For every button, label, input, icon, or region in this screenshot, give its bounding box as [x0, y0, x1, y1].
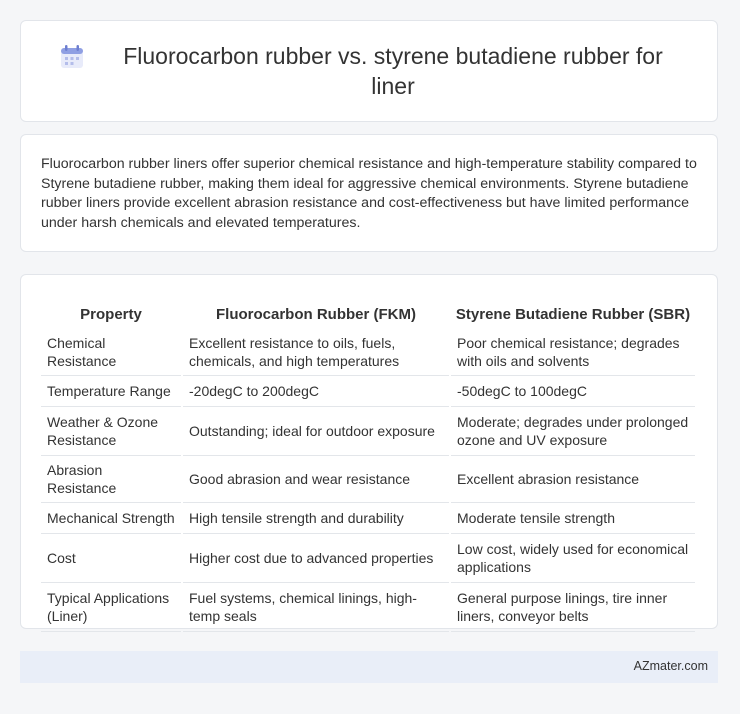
cell-property: Chemical Resistance	[41, 328, 181, 376]
title-card	[20, 20, 718, 122]
cell-fkm: -20degC to 200degC	[183, 376, 449, 407]
cell-fkm: Higher cost due to advanced properties	[183, 534, 449, 583]
footer-brand: AZmater.com	[633, 659, 708, 673]
cell-property: Abrasion Resistance	[41, 456, 181, 503]
cell-sbr: Moderate; degrades under prolonged ozone and UV exposure	[451, 407, 695, 456]
table-row	[41, 376, 695, 407]
cell-property: Cost	[41, 534, 181, 583]
cell-property: Temperature Range	[41, 376, 181, 407]
table-row	[41, 456, 695, 503]
summary-text: Fluorocarbon rubber liners offer superior chemical resistance and high-temperature stability compared to Styrene butadiene rubber, making them ideal for aggressive chemical environments. Styrene butadiene rubber liners provide excellent abrasion resistance and cost-effectiveness but have limited performance under harsh chemicals and elevated temperatures.	[41, 156, 697, 231]
cell-property: Mechanical Strength	[41, 503, 181, 534]
footer-bar	[20, 651, 718, 683]
cell-property: Typical Applications (Liner)	[41, 583, 181, 632]
cell-fkm: Outstanding; ideal for outdoor exposure	[183, 407, 449, 456]
header-fkm: Fluorocarbon Rubber (FKM)	[216, 306, 416, 323]
comparison-table	[39, 291, 697, 632]
comparison-table-card	[20, 274, 718, 629]
table-row	[41, 407, 695, 456]
cell-sbr: Excellent abrasion resistance	[451, 456, 695, 503]
title-wrap	[59, 41, 679, 101]
table-row	[41, 583, 695, 632]
cell-sbr: Low cost, widely used for economical applications	[451, 534, 695, 583]
cell-fkm: High tensile strength and durability	[183, 503, 449, 534]
cell-sbr: Poor chemical resistance; degrades with oils and solvents	[451, 328, 695, 376]
table-row	[41, 534, 695, 583]
table-row	[41, 503, 695, 534]
cell-sbr: General purpose linings, tire inner liners, conveyor belts	[451, 583, 695, 632]
page-title: Fluorocarbon rubber vs. styrene butadiene rubber for liner	[123, 43, 663, 99]
summary-card	[20, 134, 718, 252]
cell-fkm: Excellent resistance to oils, fuels, chemicals, and high temperatures	[183, 328, 449, 376]
cell-fkm: Fuel systems, chemical linings, high-temp seals	[183, 583, 449, 632]
table-header-row	[41, 291, 695, 328]
cell-property: Weather & Ozone Resistance	[41, 407, 181, 456]
calendar-icon	[59, 44, 85, 70]
header-property: Property	[80, 306, 142, 323]
cell-fkm: Good abrasion and wear resistance	[183, 456, 449, 503]
table-row	[41, 328, 695, 376]
cell-sbr: Moderate tensile strength	[451, 503, 695, 534]
header-sbr: Styrene Butadiene Rubber (SBR)	[455, 306, 691, 323]
cell-sbr: -50degC to 100degC	[451, 376, 695, 407]
